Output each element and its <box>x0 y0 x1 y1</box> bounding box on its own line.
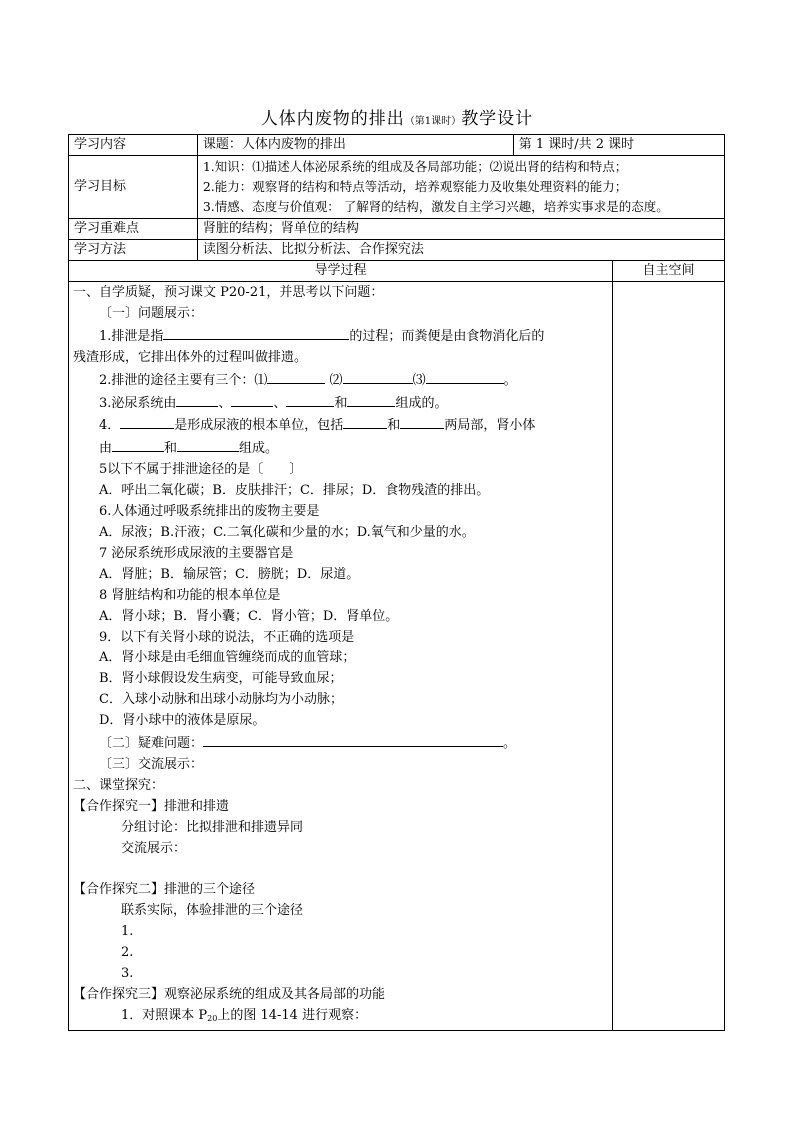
lesson-plan-table <box>68 134 725 1031</box>
question-1-cont: 残渣形成，它排出体外的过程叫做排遗。 <box>73 349 308 365</box>
question-8: 8 肾脏结构和功能的根本单位是 <box>99 587 281 603</box>
blank-line <box>176 392 218 407</box>
question-7: 7 泌尿系统形成尿液的主要器官是 <box>99 545 294 561</box>
goal-item: 1.知识：⑴描述人体泌尿系统的组成及各局部功能；⑵说出肾的结构和特点； <box>202 159 628 174</box>
topic-value: 课题：人体内废物的排出 <box>197 135 513 156</box>
blank-line <box>343 414 387 429</box>
header-space: 自主空间 <box>612 261 724 282</box>
methods-value: 读图分析法、比拟分析法、合作探究法 <box>197 240 724 261</box>
subsection-heading: 〔一〕问题展示： <box>99 305 204 321</box>
question-9-option: D．肾小球中的液体是原尿。 <box>99 713 266 729</box>
blank-line <box>231 392 273 407</box>
process-content <box>69 282 613 1031</box>
blank-line <box>347 392 395 407</box>
blank-line <box>203 732 503 747</box>
label-content: 学习内容 <box>69 135 198 156</box>
subsection-heading: 〔二〕疑难问题： 。 <box>73 732 608 755</box>
exploration-heading: 【合作探究二】排泄的三个途径 <box>73 882 256 898</box>
label-keypoints: 学习重难点 <box>69 219 198 240</box>
title-main: 人体内废物的排出 <box>260 109 405 129</box>
row-keypoints <box>69 219 725 240</box>
blank-line <box>426 369 504 384</box>
row-body <box>69 282 725 1031</box>
document-title <box>0 104 794 129</box>
section-heading: 一、自学质疑，预习课文 P20-21，并思考以下问题： <box>73 285 384 300</box>
goal-item: 2.能力：观察肾的结构和特点等活动，培养观察能力及收集处理资料的能力； <box>202 179 628 194</box>
goal-item: 3.情感、态度与价值观： 了解肾的结构，激发自主学习兴趣，培养实事求是的态度。 <box>202 199 669 214</box>
question-7-options: A．肾脏；B．输尿管；C．膀胱；D．尿道。 <box>99 566 360 582</box>
question-9-option: C．入球小动脉和出球小动脉均为小动脉； <box>99 692 343 708</box>
blank-line <box>163 325 349 340</box>
exploration-heading: 【合作探究一】排泄和排遗 <box>73 798 230 814</box>
numbered-item: 3. <box>121 965 134 981</box>
label-methods: 学习方法 <box>69 240 198 261</box>
section-heading: 二、课堂探究： <box>73 777 165 793</box>
subsection-heading: 〔三〕交流展示： <box>99 756 204 772</box>
question-6: 6.人体通过呼吸系统排出的废物主要是 <box>99 504 320 520</box>
row-content <box>69 135 725 156</box>
question-8-options: A．肾小球；B．肾小囊；C．肾小管；D．肾单位。 <box>99 608 399 624</box>
numbered-item: 1. <box>121 924 134 940</box>
blank-line <box>267 369 325 384</box>
row-goals <box>69 156 725 219</box>
title-lesson-note: （第1课时） <box>404 116 462 127</box>
blank-line <box>112 437 164 452</box>
header-process: 导学过程 <box>69 261 613 282</box>
keypoints-value: 肾脏的结构；肾单位的结构 <box>197 219 724 240</box>
exploration-text: 联系实际，体验排泄的三个途径 <box>121 903 304 919</box>
exploration-heading: 【合作探究三】观察泌尿系统的组成及其各局部的功能 <box>73 986 386 1002</box>
title-tail: 教学设计 <box>461 109 534 129</box>
question-4-cont: 由 和 组成。 <box>73 437 608 460</box>
row-methods <box>69 240 725 261</box>
question-9: 9．以下有关肾小球的说法，不正确的选项是 <box>99 629 355 645</box>
blank-line <box>120 414 174 429</box>
question-2: 2.排泄的途径主要有三个：⑴ ⑵ ⑶ 。 <box>73 369 608 392</box>
question-1: 1.排泄是指 的过程；而粪便是由食物消化后的 <box>73 325 608 348</box>
question-4: 4． 是形成尿液的根本单位，包括 和 两局部，肾小体 <box>73 414 608 437</box>
question-6-options: A．尿液；B.汗液；C.二氧化碳和少量的水；D.氧气和少量的水。 <box>99 524 475 540</box>
self-study-space[interactable] <box>612 282 724 1031</box>
blank-line <box>400 414 444 429</box>
question-5: 5以下不属于排泄途径的是〔 〕 <box>99 462 303 478</box>
label-goals: 学习目标 <box>69 156 198 219</box>
blank-line <box>343 369 413 384</box>
exploration-text: 交流展示： <box>121 840 187 856</box>
exploration-text: 分组讨论：比拟排泄和排遗异同 <box>121 819 304 835</box>
numbered-item: 2. <box>121 945 134 961</box>
question-5-options: A．呼出二氧化碳；B．皮肤排汗；C．排尿；D．食物残渣的排出。 <box>99 483 490 499</box>
question-9-option: A．肾小球是由毛细血管缠绕而成的血管球； <box>99 650 356 666</box>
blank-line <box>177 437 239 452</box>
exploration-text: 1．对照课本 $P_{20}$上的图 14-14 进行观察： <box>121 1007 368 1023</box>
row-header <box>69 261 725 282</box>
question-9-option: B．肾小球假设发生病变，可能导致血尿； <box>99 671 343 687</box>
period-value: 第 1 课时/共 2 课时 <box>513 135 724 156</box>
question-3: 3.泌尿系统由 、 、 和 组成的。 <box>73 392 608 415</box>
blank-line <box>286 392 334 407</box>
goals-list <box>197 156 724 219</box>
